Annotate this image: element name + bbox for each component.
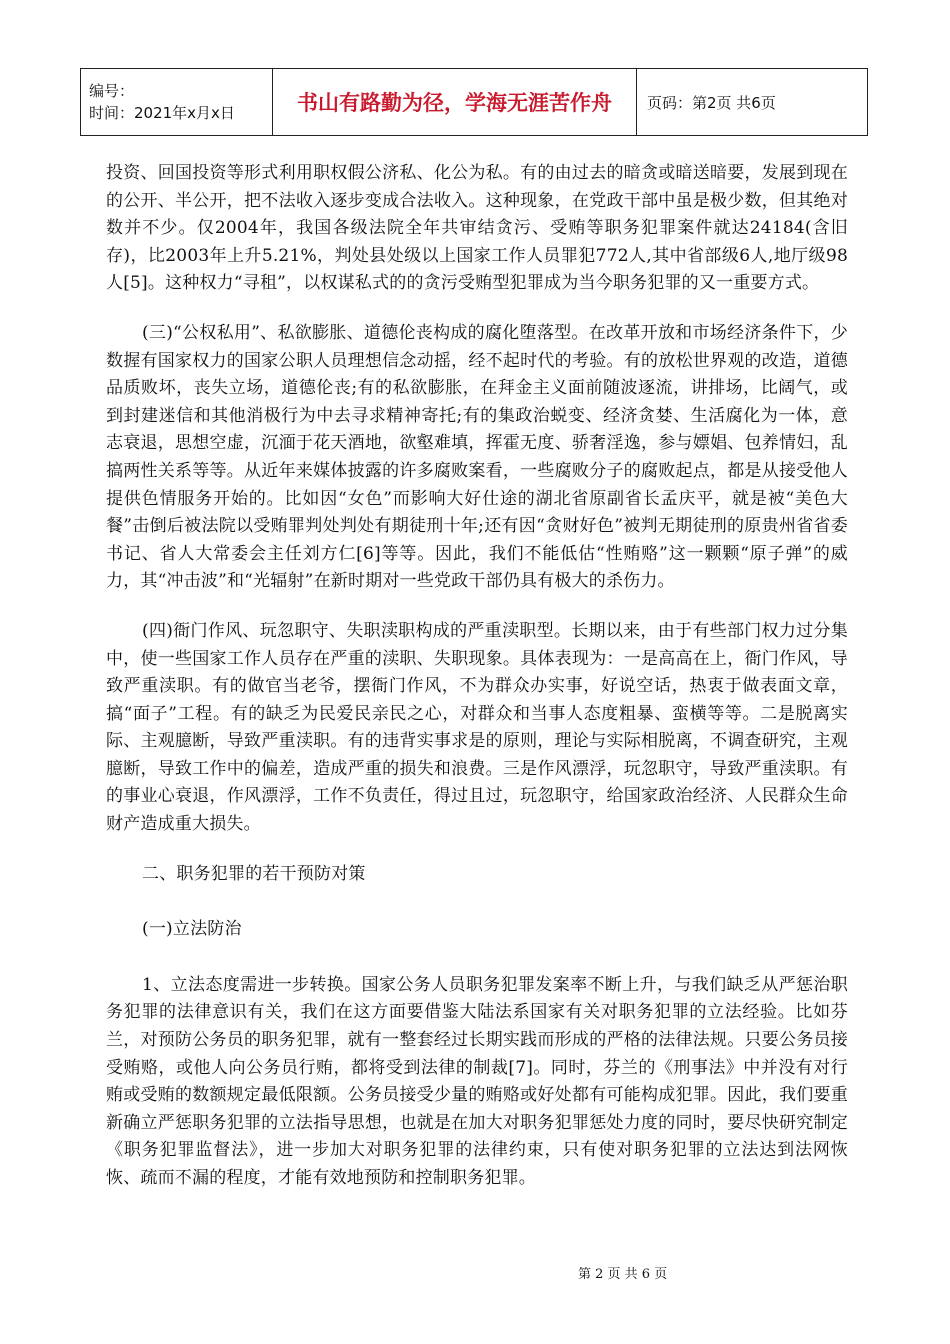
page-header [80, 68, 868, 136]
doc-date-label: 时间：2021年x月x日 [89, 104, 235, 122]
body-paragraph: (三)“公权私用”、私欲膨胀、道德伦丧构成的腐化堕落型。在改革开放和市场经济条件下，少数握有国家权力的国家公职人员理想信念动摇，经不起时代的考验。有的放松世界观的改造，道德品质败坏，丧失立场，道德伦丧;有的私欲膨胀，在拜金主义面前随波逐流，讲排场，比阔气，或到封建迷信和其他消极行为中去寻求精神寄托;有的集政治蜕变、经济贪婪、生活腐化为一体，意志衰退，思想空虚，沉湎于花天酒地，欲壑难填，挥霍无度、骄奢淫逸，参与嫖娼、包养情妇，乱搞两性关系等等。从近年来媒体披露的许多腐败案看，一些腐败分子的腐败起点，都是从接受他人提供色情服务开始的。比如因“女色”而影响大好仕途的湖北省原副省长孟庆平，就是被“美色大餐”击倒后被法院以受贿罪判处判处有期徒刑十年;还有因“贪财好色”被判无期徒刑的原贵州省省委书记、省人大常委会主任刘方仁[6]等等。因此，我们不能低估“性贿赂”这一颗颗“原子弹”的威力，其“冲击波”和“光辐射”在新时期对一些党政干部仍具有极大的杀伤力。 [106, 322, 848, 592]
section-heading: 二、职务犯罪的若干预防对策 [142, 863, 366, 884]
document-body [106, 160, 848, 1215]
motto-text: 书山有路勤为径，学海无涯苦作舟 [297, 91, 612, 115]
header-page-info [637, 69, 867, 135]
header-meta [81, 69, 273, 135]
body-paragraph: (四)衙门作风、玩忽职守、失职渎职构成的严重渎职型。长期以来，由于有些部门权力过分集中，使一些国家工作人员存在严重的渎职、失职现象。具体表现为：一是高高在上，衙门作风，导致严重渎职。有的做官当老爷，摆衙门作风，不为群众办实事，好说空话，热衷于做表面文章，搞“面子”工程。有的缺乏为民爱民亲民之心，对群众和当事人态度粗暴、蛮横等等。二是脱离实际、主观臆断，导致严重渎职。有的违背实事求是的原则，理论与实际相脱离，不调查研究，主观臆断，导致工作中的偏差，造成严重的损失和浪费。三是作风漂浮，玩忽职守，导致严重渎职。有的事业心衰退，作风漂浮，工作不负责任，得过且过，玩忽职守，给国家政治经济、人民群众生命财产造成重大损失。 [106, 620, 848, 835]
body-paragraph: 投资、回国投资等形式利用职权假公济私、化公为私。有的由过去的暗贪或暗送暗要，发展到现在的公开、半公开，把不法收入逐步变成合法收入。这种现象，在党政干部中虽是极少数，但其绝对数并不少。仅2004年，我国各级法院全年共审结贪污、受贿等职务犯罪案件就达24184(含旧存)，比2003年上升5.21%，判处县处级以上国家工作人员罪犯772人,其中省部级6人,地厅级98人[5]。这种权力“寻租”，以权谋私式的的贪污受贿型犯罪成为当今职务犯罪的又一重要方式。 [106, 163, 848, 294]
header-motto [273, 69, 637, 135]
footer-page-number: 第 2 页 共 6 页 [578, 1267, 668, 1282]
page-info-text: 页码：第2页 共6页 [647, 93, 776, 112]
body-paragraph: 1、立法态度需进一步转换。国家公务人员职务犯罪发案率不断上升，与我们缺乏从严惩治职务犯罪的法律意识有关，我们在这方面要借鉴大陆法系国家有关对职务犯罪的立法经验。比如芬兰，对预防公务员的职务犯罪，就有一整套经过长期实践而形成的严格的法律法规。只要公务员接受贿赂，或他人向公务员行贿，都将受到法律的制裁[7]。同时，芬兰的《刑事法》中并没有对行贿或受贿的数额规定最低限额。公务员接受少量的贿赂或好处都有可能构成犯罪。因此，我们要重新确立严惩职务犯罪的立法指导思想，也就是在加大对职务犯罪惩处力度的同时，要尽快研究制定《职务犯罪监督法》，进一步加大对职务犯罪的法律约束，只有使对职务犯罪的立法达到法网恢恢、疏而不漏的程度，才能有效地预防和控制职务犯罪。 [106, 974, 848, 1188]
doc-number-label: 编号： [89, 82, 135, 100]
subsection-heading: (一)立法防治 [142, 919, 242, 940]
